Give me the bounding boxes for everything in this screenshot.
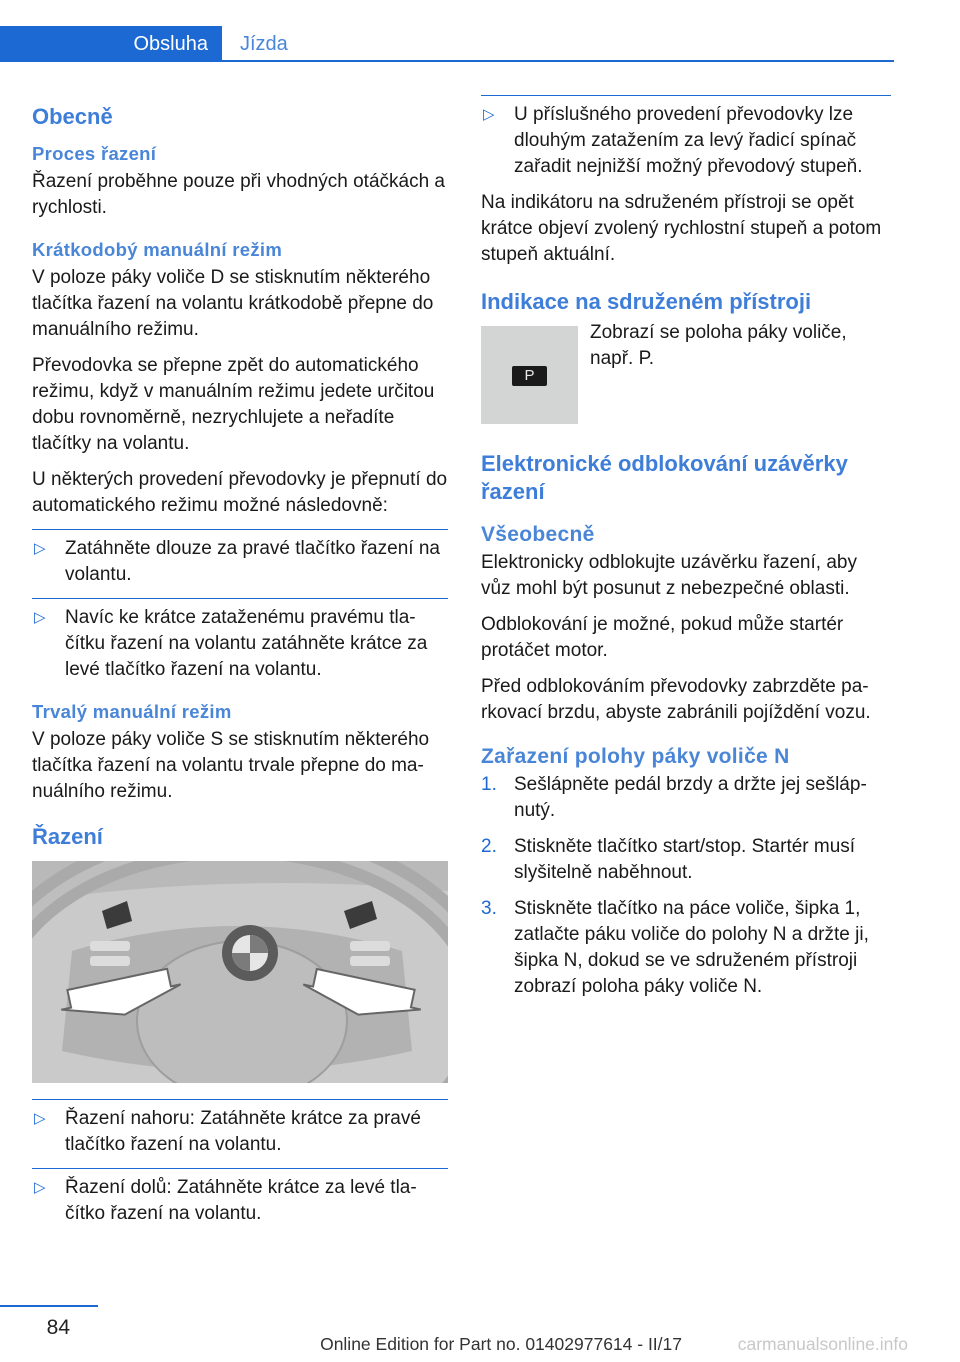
heading-indikace: Indikace na sdruženém přístroji [481,289,812,314]
list-item [32,1099,448,1158]
tab-jizda[interactable]: Jízda [222,26,894,62]
list-item [481,834,891,886]
numbered-steps [481,772,891,1000]
right-column [481,95,891,1010]
step-text: Stiskněte tlačítko start/stop. Startér musí slyšitelně naběhnout. [514,836,856,883]
instrument-cluster-display [481,326,578,424]
list-item [481,95,891,180]
bullet-list-lowest-gear [481,95,891,180]
paragraph-indikace: Zobrazí se poloha páky voliče, např. P. [590,322,847,369]
paragraph-kratkodoby-1: V poloze páky voliče D se stisknutím některého tlačítka řazení na volantu krátkodobě přepne do manuálního režimu. [32,267,434,340]
tab-underline [222,60,894,62]
paragraph-proces: Řazení proběhne pouze při vhodných otáčkách a rychlosti. [32,171,445,218]
list-item-text: Zatáhněte dlouze za pravé tlačítko řazení na volantu. [65,538,440,585]
list-item-text: U příslušného provedení převodovky lze dlouhým zatažením za levý řadicí spínač zařadit nejnižší možný převodový stupeň. [514,104,863,177]
bullet-list-shifting [32,1099,448,1227]
triangle-bullet-icon: ▷ [34,540,46,557]
watermark-text: carmanualsonline.info [737,1334,908,1354]
indicator-block [481,322,891,424]
list-item-text: Navíc ke krátce zataženému pravému tlačítku řazení na volantu zatáhněte krátce za levé tlačítko řazení na volantu. [65,607,428,680]
triangle-bullet-icon: ▷ [34,1179,46,1196]
heading-obecne: Obecně [32,104,113,129]
tab-obsluha[interactable]: Obsluha [0,26,222,62]
heading-razeni: Řazení [32,824,103,849]
list-item [32,1168,448,1227]
list-item [32,598,448,683]
heading-kratkodoby: Krátkodobý manuální režim [32,239,283,260]
heading-elektronicke: Elektronické odblokování uzávěrky řazení [481,451,848,504]
gear-indicator-letter: P [524,367,535,384]
paragraph-indikator: Na indikátoru na sdruženém přístroji se opět krátce objeví zvolený rychlostní stupeň a potom stupeň aktuální. [481,192,882,265]
edition-text: Online Edition for Part no. 01402977614 - II/17 [320,1334,682,1354]
bullet-list-automatic [32,529,448,683]
footer-rule [0,1305,98,1307]
list-item-text: Řazení dolů: Zatáhněte krátce za levé tlačítko řazení na volantu. [65,1177,417,1224]
heading-trvaly: Trvalý manuální režim [32,701,232,722]
list-item [481,896,891,1000]
triangle-bullet-icon: ▷ [34,1110,46,1127]
paragraph-vseobecne-3: Před odblokováním převodovky zabrzděte parkovací brzdu, abyste zabránili pojíždění vozu. [481,676,871,723]
left-column [32,95,448,1237]
step-number: 1. [481,774,497,795]
list-item [481,772,891,824]
step-text: Stiskněte tlačítko na páce voliče, šipka 1, zatlačte páku voliče do polohy N a držte ji, šipka N, dokud se ve sdruženém přístroji zobrazí poloha páky voliče N. [514,898,869,997]
step-number: 2. [481,836,497,857]
step-text: Sešlápněte pedál brzdy a držte jej sešlápnutý. [514,774,867,821]
heading-vseobecne: Všeobecně [481,523,595,546]
heading-zarazeni: Zařazení polohy páky voliče N [481,745,790,768]
heading-proces-razeni: Proces řazení [32,143,157,164]
paragraph-vseobecne-2: Odblokování je možné, pokud může startér protáčet motor. [481,614,844,661]
steering-wheel-illustration [32,861,448,1083]
paragraph-kratkodoby-3: U některých provedení převodovky je přepnutí do automatického režimu možné následovně: [32,469,448,516]
list-item-text: Řazení nahoru: Zatáhněte krátce za pravé tlačítko řazení na volantu. [65,1108,421,1155]
step-number: 3. [481,898,497,919]
header-tabs [0,26,894,62]
paragraph-vseobecne-1: Elektronicky odblokujte uzávěrku řazení, aby vůz mohl být posunut z nebezpečné oblasti. [481,552,857,599]
list-item [32,529,448,588]
triangle-bullet-icon: ▷ [34,609,46,626]
page-number: 84 [46,1316,70,1339]
triangle-bullet-icon: ▷ [483,106,495,123]
paragraph-kratkodoby-2: Převodovka se přepne zpět do automatického režimu, když v manuálním režimu jedete určitou dobu rovnoměrně, nezrychlujete a neřadíte tlačítky na volantu. [32,355,435,454]
paragraph-trvaly: V poloze páky voliče S se stisknutím některého tlačítka řazení na volantu trvale přepne do manuálního režimu. [32,729,430,802]
